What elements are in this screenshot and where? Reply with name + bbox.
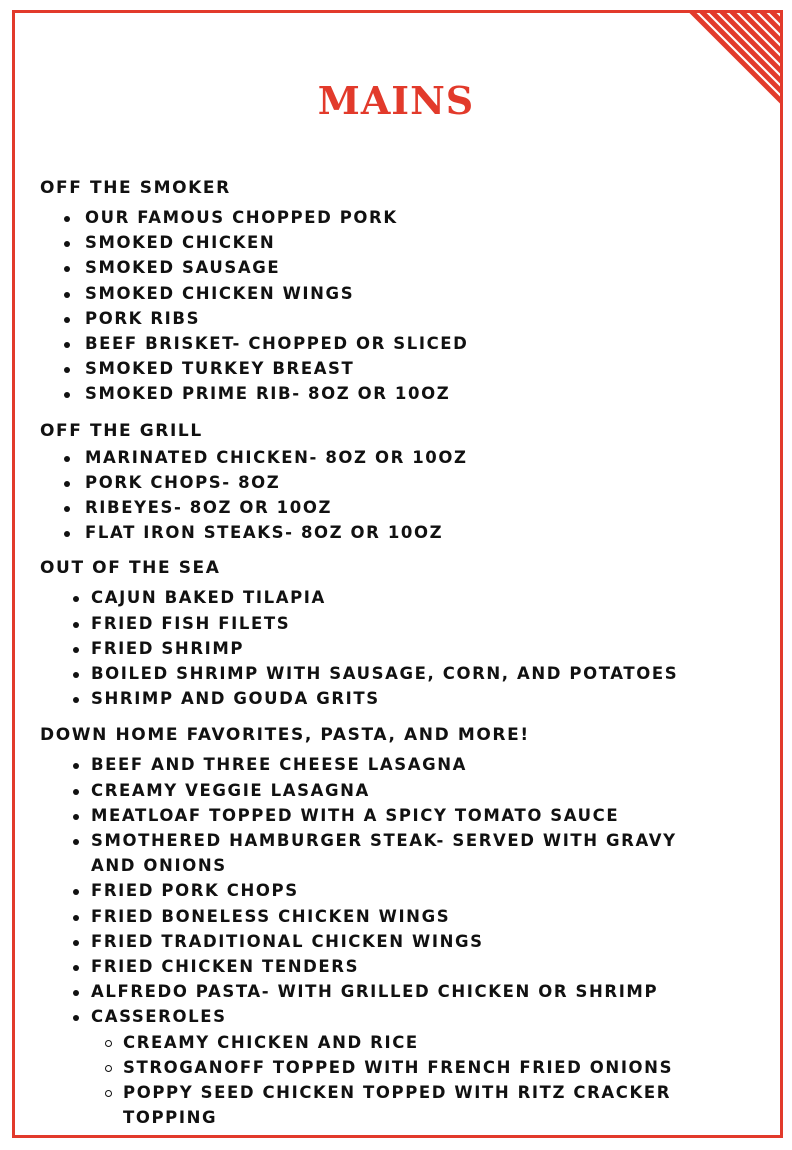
list-item: RIBEYES- 8OZ OR 10OZ — [40, 495, 740, 520]
bullet-icon — [73, 672, 79, 678]
bullet-icon — [64, 292, 70, 298]
list-item: MEATLOAF TOPPED WITH A SPICY TOMATO SAUCE — [40, 803, 740, 828]
bullet-icon — [73, 647, 79, 653]
bullet-icon — [64, 531, 70, 537]
list-item: FRIED BONELESS CHICKEN WINGS — [40, 904, 740, 929]
bullet-icon — [64, 456, 70, 462]
section-heading: DOWN HOME FAVORITES, PASTA, AND MORE! — [40, 725, 530, 746]
list-item: SMOKED CHICKEN WINGS — [40, 281, 740, 306]
section-heading: OFF THE GRILL — [40, 420, 203, 441]
sub-item-list — [40, 1030, 740, 1131]
section-out-of-the-sea — [40, 556, 740, 711]
list-item: OUR FAMOUS CHOPPED PORK — [40, 205, 740, 230]
bullet-icon — [73, 697, 79, 703]
bullet-icon — [64, 481, 70, 487]
list-item: SMOKED CHICKEN — [40, 230, 740, 255]
list-item: FRIED TRADITIONAL CHICKEN WINGS — [40, 929, 740, 954]
section-heading: OFF THE SMOKER — [40, 178, 231, 198]
section-off-the-grill — [40, 419, 740, 546]
sub-list-item: CREAMY CHICKEN AND RICE — [40, 1030, 740, 1055]
list-item: BOILED SHRIMP WITH SAUSAGE, CORN, AND POTATOES — [40, 661, 740, 686]
bullet-icon — [73, 940, 79, 946]
circle-bullet-icon — [105, 1065, 112, 1072]
list-item: CAJUN BAKED TILAPIA — [40, 585, 740, 610]
circle-bullet-icon — [105, 1040, 112, 1047]
list-item: SHRIMP AND GOUDA GRITS — [40, 686, 740, 711]
bullet-icon — [64, 216, 70, 222]
item-list — [40, 445, 740, 546]
list-item: FLAT IRON STEAKS- 8OZ OR 10OZ — [40, 520, 740, 545]
bullet-icon — [73, 839, 79, 845]
list-item: FRIED PORK CHOPS — [40, 878, 740, 903]
bullet-icon — [73, 965, 79, 971]
bullet-icon — [73, 915, 79, 921]
bullet-icon — [64, 241, 70, 247]
bullet-icon — [64, 342, 70, 348]
list-item: SMOTHERED HAMBURGER STEAK- SERVED WITH GRAVY AND ONIONS — [40, 828, 691, 878]
section-off-the-smoker — [40, 176, 740, 407]
list-item: MARINATED CHICKEN- 8OZ OR 10OZ — [40, 445, 740, 470]
item-list — [40, 752, 740, 1029]
sub-list-item: STROGANOFF TOPPED WITH FRENCH FRIED ONIONS — [40, 1055, 740, 1080]
list-item: PORK RIBS — [40, 306, 740, 331]
list-item: PORK CHOPS- 8OZ — [40, 470, 740, 495]
bullet-icon — [73, 596, 79, 602]
circle-bullet-icon — [105, 1090, 112, 1097]
bullet-icon — [73, 1015, 79, 1021]
list-item: CASSEROLES — [40, 1004, 740, 1029]
bullet-icon — [73, 622, 79, 628]
item-list — [40, 585, 740, 711]
list-item: ALFREDO PASTA- WITH GRILLED CHICKEN OR SHRIMP — [40, 979, 740, 1004]
list-item: CREAMY VEGGIE LASAGNA — [40, 778, 740, 803]
menu-content — [40, 176, 740, 1131]
bullet-icon — [64, 317, 70, 323]
bullet-icon — [73, 814, 79, 820]
page-title: MAINS — [317, 78, 475, 123]
bullet-icon — [64, 506, 70, 512]
list-item: SMOKED TURKEY BREAST — [40, 356, 740, 381]
list-item: FRIED SHRIMP — [40, 636, 740, 661]
bullet-icon — [64, 266, 70, 272]
list-item: BEEF BRISKET- CHOPPED OR SLICED — [40, 331, 740, 356]
section-down-home-favorites — [40, 723, 740, 1130]
bullet-icon — [73, 789, 79, 795]
list-item: FRIED FISH FILETS — [40, 611, 740, 636]
bullet-icon — [64, 367, 70, 373]
bullet-icon — [64, 392, 70, 398]
bullet-icon — [73, 990, 79, 996]
list-item: SMOKED PRIME RIB- 8OZ OR 10OZ — [40, 381, 740, 406]
bullet-icon — [73, 889, 79, 895]
section-heading: OUT OF THE SEA — [40, 558, 221, 579]
item-list — [40, 205, 740, 407]
list-item: BEEF AND THREE CHEESE LASAGNA — [40, 752, 740, 777]
bullet-icon — [73, 763, 79, 769]
list-item: SMOKED SAUSAGE — [40, 255, 740, 280]
sub-list-item: POPPY SEED CHICKEN TOPPED WITH RITZ CRACKER TOPPING — [40, 1080, 740, 1130]
list-item: FRIED CHICKEN TENDERS — [40, 954, 740, 979]
